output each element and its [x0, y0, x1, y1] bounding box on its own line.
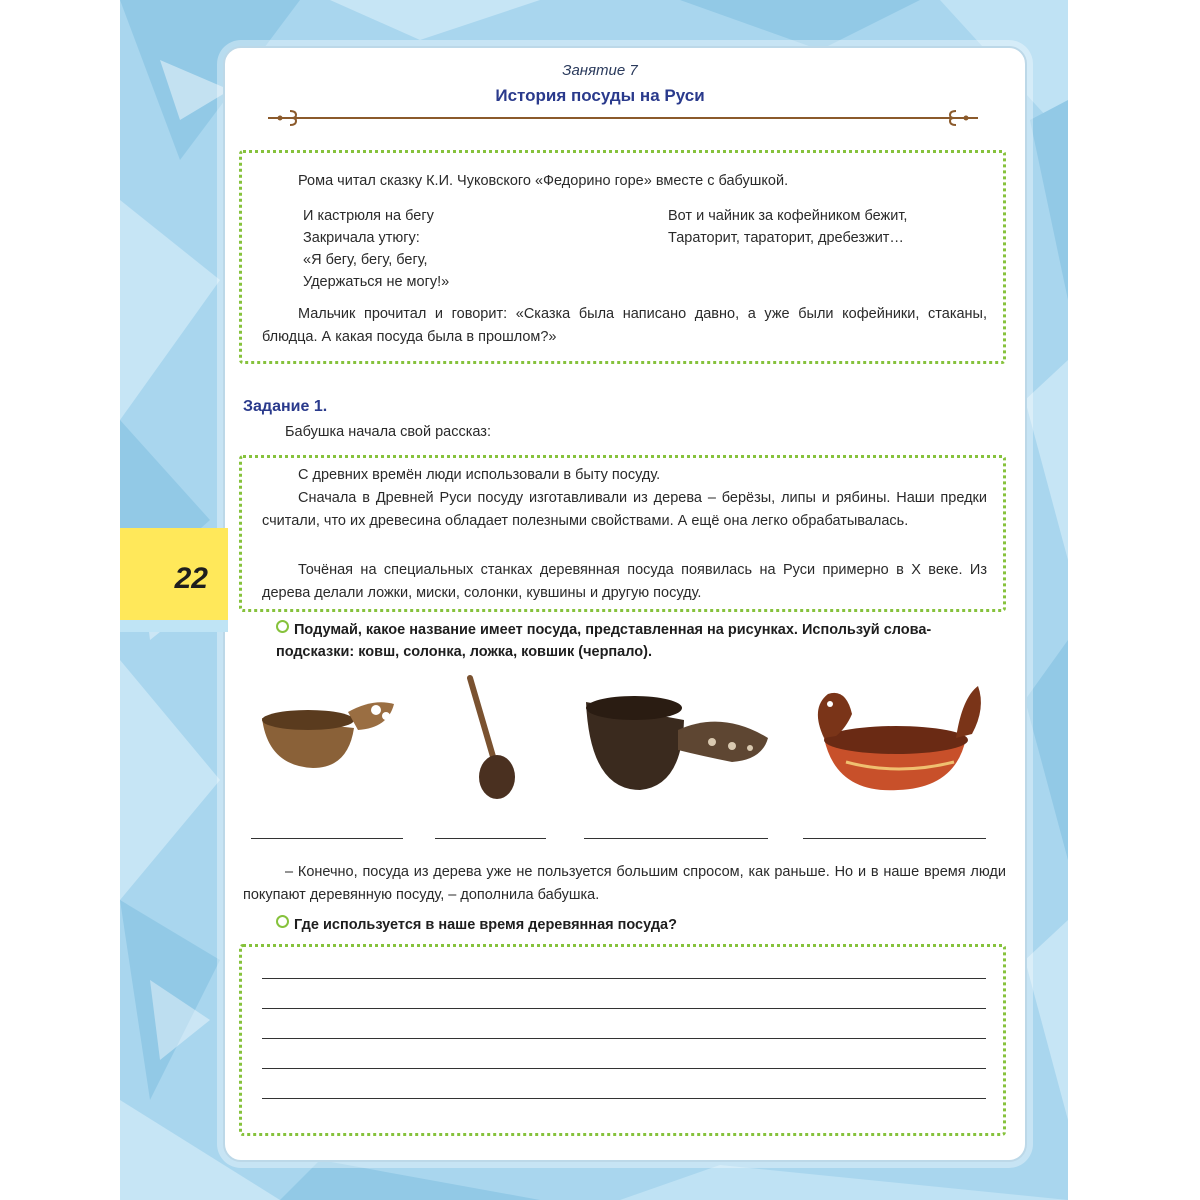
intro-text: Рома читал сказку К.И. Чуковского «Федорино горе» вместе с бабушкой. — [298, 173, 789, 189]
question-1 — [276, 619, 1006, 663]
page-number-tab — [120, 528, 228, 632]
grandma-note: – Конечно, посуда из дерева уже не пользуется большим спросом, как раньше. Но и в наше время люди покупают деревянную посуду, – дополнила бабушка. — [243, 864, 1006, 903]
question-1-text: Подумай, какое название имеет посуда, представленная на рисунках. Используй слова-подсказки: ковш, солонка, ложка, ковшик (черпало). — [276, 622, 932, 660]
task-lead: Бабушка начала свой рассказ: — [285, 424, 491, 440]
story-paragraph: Сначала в Древней Руси посуду изготавливали из дерева – берёзы, липы и рябины. Наши предки считали, что их древесина обладает полезными свойствами. А ещё она легко обрабатывалась. — [262, 490, 987, 529]
answer-write-line[interactable] — [262, 1068, 986, 1069]
poem-right-line: Вот и чайник за кофейником бежит, — [668, 208, 908, 224]
answer-line[interactable] — [803, 838, 986, 839]
poem-left-line: Закричала утюгу: — [303, 230, 420, 246]
closing-text: Мальчик прочитал и говорит: «Сказка была написано давно, а уже были кофейники, стаканы, блюдца. А какая посуда была в прошлом?» — [262, 306, 987, 345]
duck-kovsh-image — [806, 678, 986, 798]
lesson-title: История посуды на Руси — [495, 86, 705, 105]
answer-write-line[interactable] — [262, 1038, 986, 1039]
lesson-label: Занятие 7 — [562, 62, 638, 79]
bullet-icon — [276, 620, 289, 633]
wooden-kovshik-image — [258, 688, 398, 778]
bullet-icon — [276, 915, 289, 928]
answer-line[interactable] — [251, 838, 403, 839]
poem-left-line: И кастрюля на бегу — [303, 208, 434, 224]
answer-write-line[interactable] — [262, 1008, 986, 1009]
answer-box — [239, 944, 1006, 1136]
story-paragraph: Точёная на специальных станках деревянная посуда появилась на Руси примерно в X веке. Из дерева делали ложки, миски, солонки, кувшины и другую посуду. — [262, 562, 987, 601]
question-2 — [276, 914, 1006, 936]
poem-left-line: «Я бегу, бегу, бегу, — [303, 252, 428, 268]
wooden-ladle-image — [462, 672, 532, 802]
answer-write-line[interactable] — [262, 978, 986, 979]
carved-kovsh-image — [582, 690, 772, 800]
ornamental-divider — [268, 108, 978, 128]
poem-right-line: Тараторит, тараторит, дребезжит… — [668, 230, 904, 246]
answer-write-line[interactable] — [262, 1098, 986, 1099]
task-heading: Задание 1. — [243, 398, 328, 415]
answer-line[interactable] — [435, 838, 546, 839]
poem-left-line: Удержаться не могу!» — [303, 274, 450, 290]
question-2-text: Где используется в наше время деревянная посуда? — [294, 917, 677, 933]
page-number: 22 — [174, 562, 208, 595]
answer-line[interactable] — [584, 838, 768, 839]
story-paragraph: С древних времён люди использовали в быту посуду. — [298, 467, 661, 483]
